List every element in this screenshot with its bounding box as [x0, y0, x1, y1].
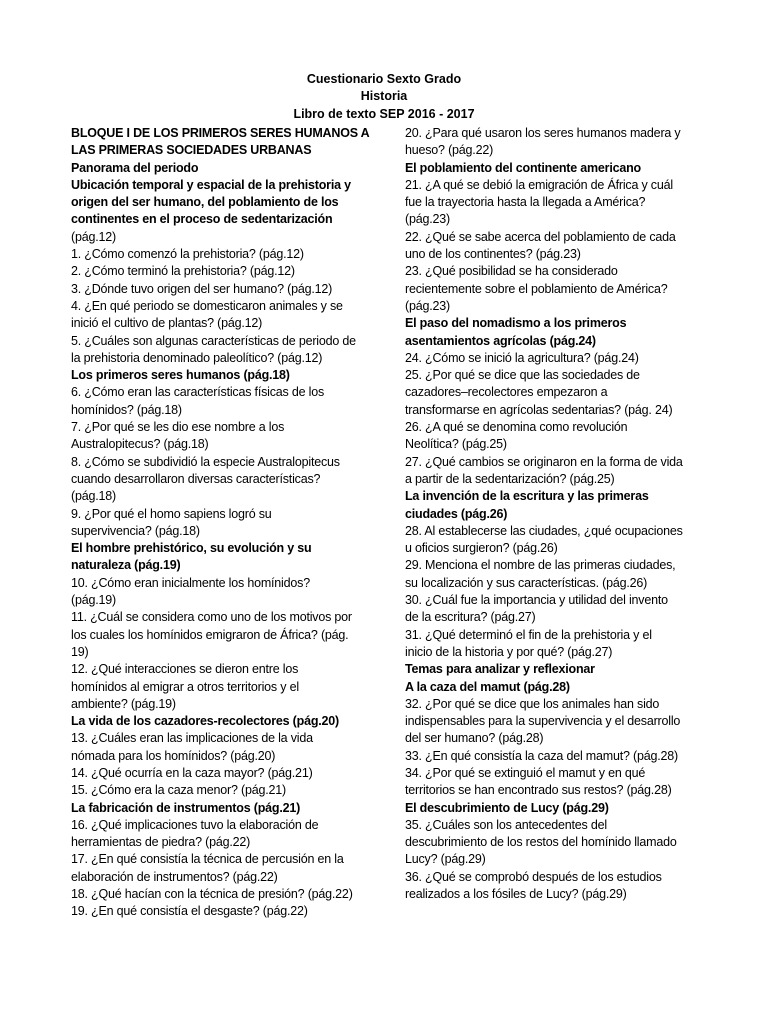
question-line: transformarse en agrícolas sedentarias? (pág. 24)	[405, 402, 673, 417]
question-line: (pág.12)	[71, 229, 116, 244]
section-heading-line: El poblamiento del continente americano	[405, 160, 641, 175]
question-line: supervivencia? (pág.18)	[71, 523, 200, 538]
question-line: 21. ¿A qué se debió la emigración de África y cuál	[405, 177, 673, 192]
question-line: 13. ¿Cuáles eran las implicaciones de la vida	[71, 731, 313, 746]
question-line: 23. ¿Qué posibilidad se ha considerado	[405, 264, 618, 279]
question-line: 28. Al establecerse las ciudades, ¿qué ocupaciones	[405, 523, 683, 538]
question-line: 34. ¿Por qué se extinguió el mamut y en qué	[405, 765, 646, 780]
section-heading-line: El paso del nomadismo a los primeros	[405, 316, 627, 331]
question-line: (pág.19)	[71, 593, 116, 608]
question-line: descubrimiento de los restos del homínido llamado	[405, 835, 677, 850]
question-line: 30. ¿Cuál fue la importancia y utilidad del invento	[405, 593, 668, 608]
question-line: 5. ¿Cuáles son algunas características de periodo de	[71, 333, 356, 348]
question-line: homínidos? (pág.18)	[71, 402, 182, 417]
question-line: 19. ¿En qué consistía el desgaste? (pág.22)	[71, 904, 308, 919]
question-line: 18. ¿Qué hacían con la técnica de presión? (pág.22)	[71, 887, 353, 902]
question-line: 25. ¿Por qué se dice que las sociedades de	[405, 368, 640, 383]
question-line: 12. ¿Qué interacciones se dieron entre los	[71, 662, 299, 677]
question-line: Neolítica? (pág.25)	[405, 437, 507, 452]
question-line: 27. ¿Qué cambios se originaron en la forma de vida	[405, 454, 683, 469]
question-line: indispensables para la supervivencia y el desarrollo	[405, 714, 681, 729]
question-line: cazadores–recolectores empezaron a	[405, 385, 608, 400]
section-heading-line: Temas para analizar y reflexionar	[405, 662, 595, 677]
document-subject: Historia	[360, 89, 408, 104]
question-line: (pág.23)	[405, 212, 450, 227]
question-line: fue la trayectoria hasta la llegada a América?	[405, 195, 646, 210]
section-heading-line: El hombre prehistórico, su evolución y su	[71, 541, 312, 556]
question-line: inició el cultivo de plantas? (pág.12)	[71, 316, 263, 331]
question-line: ambiente? (pág.19)	[71, 696, 176, 711]
question-line: de la escritura? (pág.27)	[405, 610, 536, 625]
question-line: 3. ¿Dónde tuvo origen del ser humano? (pág.12)	[71, 281, 333, 296]
section-heading-line: ciudades (pág.26)	[405, 506, 508, 521]
question-line: u oficios surgieron? (pág.26)	[405, 541, 558, 556]
question-line: 22. ¿Qué se sabe acerca del poblamiento de cada	[405, 229, 676, 244]
question-line: Australopitecus? (pág.18)	[71, 437, 209, 452]
question-line: cuando desarrollaron diversas características?	[71, 471, 321, 486]
question-line: hueso? (pág.22)	[405, 143, 494, 158]
section-heading-line: continentes en el proceso de sedentarización	[71, 212, 333, 227]
section-heading-line: LAS PRIMERAS SOCIEDADES URBANAS	[71, 143, 312, 158]
section-heading-line: Panorama del periodo	[71, 160, 199, 175]
question-line: uno de los continentes? (pág.23)	[405, 247, 581, 262]
question-line: 15. ¿Cómo era la caza menor? (pág.21)	[71, 783, 286, 798]
section-heading-line: asentamientos agrícolas (pág.24)	[405, 333, 596, 348]
question-line: elaboración de instrumentos? (pág.22)	[71, 869, 278, 884]
question-line: 11. ¿Cuál se considera como uno de los motivos por	[71, 610, 352, 625]
question-line: 29. Menciona el nombre de las primeras ciudades,	[405, 558, 676, 573]
question-line: Lucy? (pág.29)	[405, 852, 486, 867]
section-heading-line: La vida de los cazadores-recolectores (pág.20)	[71, 714, 339, 729]
question-line: 32. ¿Por qué se dice que los animales han sido	[405, 696, 660, 711]
question-line: 6. ¿Cómo eran las características físicas de los	[71, 385, 324, 400]
question-line: 19)	[71, 644, 89, 659]
section-heading-line: Ubicación temporal y espacial de la prehistoria y	[71, 177, 351, 192]
section-heading-line: La invención de la escritura y las primeras	[405, 489, 649, 504]
right-column	[405, 125, 705, 903]
question-line: la prehistoria denominado paleolítico? (pág.12)	[71, 350, 323, 365]
section-heading-line: A la caza del mamut (pág.28)	[405, 679, 570, 694]
question-line: realizados a los fósiles de Lucy? (pág.29)	[405, 887, 627, 902]
question-line: 8. ¿Cómo se subdividió la especie Australopitecus	[71, 454, 340, 469]
document-book: Libro de texto SEP 2016 - 2017	[293, 106, 475, 121]
question-line: (pág.18)	[71, 489, 116, 504]
question-line: 14. ¿Qué ocurría en la caza mayor? (pág.21)	[71, 765, 313, 780]
question-line: 1. ¿Cómo comenzó la prehistoria? (pág.12)	[71, 247, 304, 262]
question-line: territorios se han encontrado sus restos? (pág.28)	[405, 783, 672, 798]
question-line: 17. ¿En qué consistía la técnica de percusión en la	[71, 852, 344, 867]
document-header	[0, 71, 768, 123]
left-column	[71, 125, 368, 921]
question-line: 20. ¿Para qué usaron los seres humanos madera y	[405, 126, 681, 140]
question-line: 31. ¿Qué determinó el fin de la prehistoria y el	[405, 627, 652, 642]
question-line: recientemente sobre el poblamiento de América?	[405, 281, 668, 296]
question-line: 26. ¿A qué se denomina como revolución	[405, 420, 628, 435]
question-line: 10. ¿Cómo eran inicialmente los homínidos?	[71, 575, 310, 590]
question-line: 7. ¿Por qué se les dio ese nombre a los	[71, 420, 285, 435]
section-heading-line: La fabricación de instrumentos (pág.21)	[71, 800, 301, 815]
question-line: a partir de la sedentarización? (pág.25)	[405, 471, 615, 486]
question-line: los cuales los homínidos emigraron de África? (pág.	[71, 627, 349, 642]
question-line: nómada para los homínidos? (pág.20)	[71, 748, 276, 763]
question-line: 36. ¿Qué se comprobó después de los estudios	[405, 869, 662, 884]
document-title: Cuestionario Sexto Grado	[306, 72, 462, 86]
question-line: 35. ¿Cuáles son los antecedentes del	[405, 817, 607, 832]
question-line: (pág.23)	[405, 298, 450, 313]
section-heading-line: origen del ser humano, del poblamiento de los	[71, 195, 339, 210]
section-heading-line: El descubrimiento de Lucy (pág.29)	[405, 800, 609, 815]
question-line: 16. ¿Qué implicaciones tuvo la elaboración de	[71, 817, 319, 832]
question-line: 9. ¿Por qué el homo sapiens logró su	[71, 506, 272, 521]
section-heading-line: Los primeros seres humanos (pág.18)	[71, 368, 290, 383]
question-line: homínidos al emigrar a otros territorios y el	[71, 679, 299, 694]
question-line: del ser humano? (pág.28)	[405, 731, 544, 746]
question-line: inicio de la historia y por qué? (pág.27)	[405, 644, 613, 659]
question-line: 33. ¿En qué consistía la caza del mamut? (pág.28)	[405, 748, 678, 763]
section-heading-line: naturaleza (pág.19)	[71, 558, 181, 573]
question-line: herramientas de piedra? (pág.22)	[71, 835, 251, 850]
question-line: 2. ¿Cómo terminó la prehistoria? (pág.12)	[71, 264, 295, 279]
section-heading-line: BLOQUE I DE LOS PRIMEROS SERES HUMANOS A	[71, 126, 370, 140]
question-line: su localización y sus características. (pág.26)	[405, 575, 648, 590]
question-line: 24. ¿Cómo se inició la agricultura? (pág.24)	[405, 350, 639, 365]
question-line: 4. ¿En qué periodo se domesticaron animales y se	[71, 298, 343, 313]
